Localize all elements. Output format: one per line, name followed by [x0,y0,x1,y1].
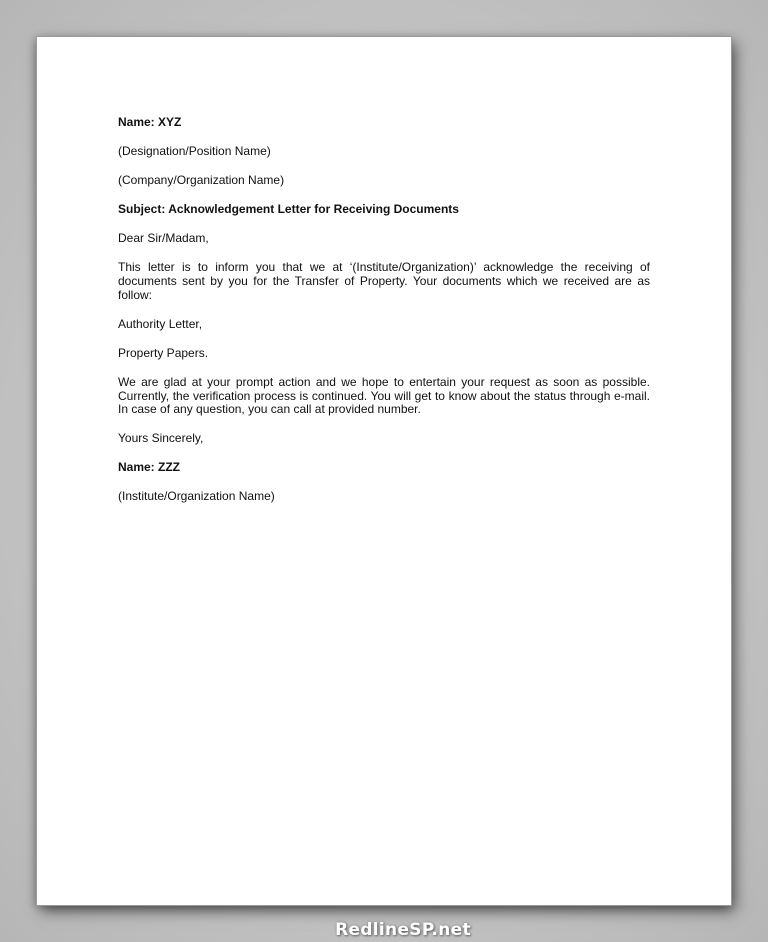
letter-body [118,116,650,520]
sender-name: Name: XYZ [118,115,182,129]
paragraph-followup: We are glad at your prompt action and we hope to entertain your request as soon as possible. Currently, the verification process is continued. You will get to know about the status through e-mail. In case of any question, you can call at provided number. [118,374,650,417]
company-line: (Company/Organization Name) [118,173,285,188]
institute-line: (Institute/Organization Name) [118,489,275,504]
document-page [37,37,731,905]
paragraph-intro: This letter is to inform you that we at ‘(Institute/Organization)’ acknowledge the receiving of documents sent by you for the Transfer of Property. Your documents which we received are as follow: [118,260,650,302]
document-item-authority-letter: Authority Letter, [118,316,203,331]
salutation: Dear Sir/Madam, [118,231,209,246]
subject-line: Subject: Acknowledgement Letter for Receiving Documents [118,202,459,217]
designation-line: (Designation/Position Name) [118,144,271,159]
signer-name: Name: ZZZ [118,460,181,475]
closing-line: Yours Sincerely, [118,431,204,446]
site-watermark: RedlineSP.net [335,920,471,940]
document-item-property-papers: Property Papers. [118,345,209,360]
